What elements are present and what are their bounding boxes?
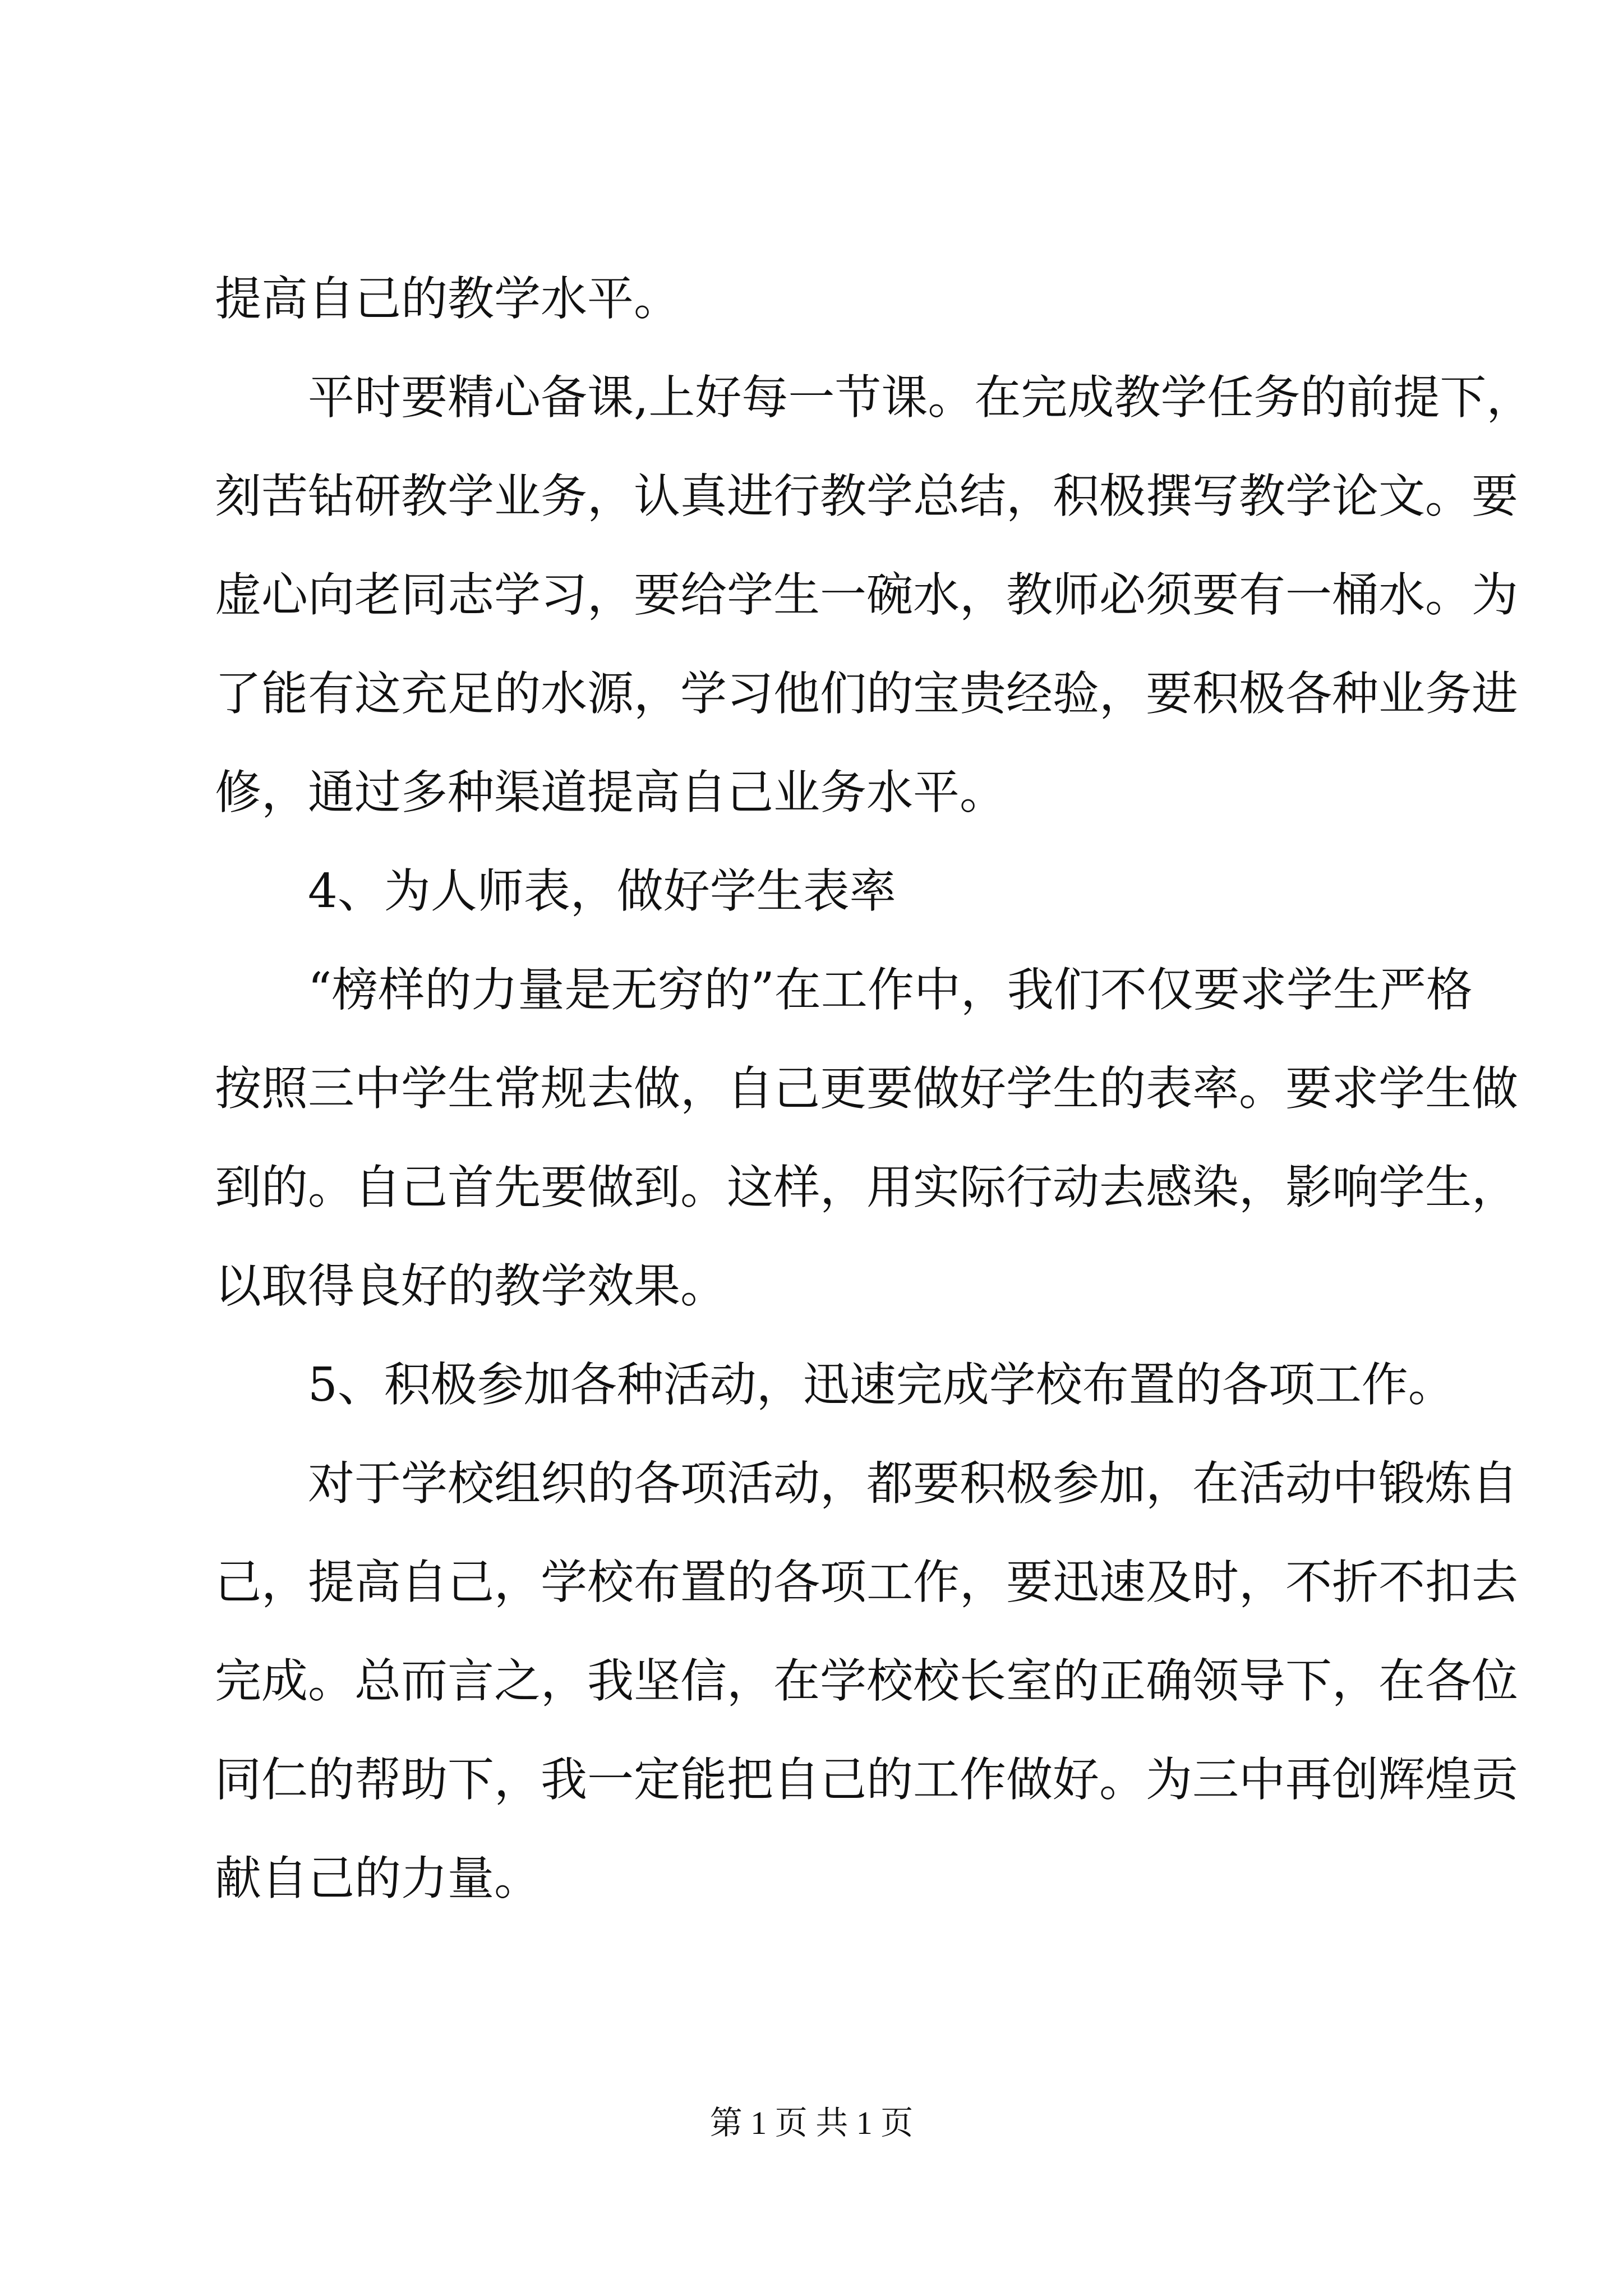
text-line: 对于学校组织的各项活动，都要积极参加，在活动中锻炼自 bbox=[308, 1456, 1518, 1511]
text-line: 虚心向老同志学习，要给学生一碗水，教师必须要有一桶水。为 bbox=[215, 568, 1518, 622]
text-line: 完成。总而言之，我坚信，在学校校长室的正确领导下，在各位 bbox=[215, 1654, 1518, 1708]
text-line: 平时要精心备课,上好每一节课。在完成教学任务的前提下， bbox=[308, 370, 1533, 425]
text-line: 以取得良好的教学效果。 bbox=[215, 1259, 727, 1313]
text-line: “榜样的力量是无穷的”在工作中，我们不仅要求学生严格 bbox=[308, 963, 1473, 1017]
text-line: 献自己的力量。 bbox=[215, 1851, 541, 1906]
text-line: 了能有这充足的水源，学习他们的宝贵经验，要积极各种业务进 bbox=[215, 666, 1518, 721]
page-footer: 第 1 页 共 1 页 bbox=[709, 2105, 914, 2141]
text-line: 按照三中学生常规去做，自己更要做好学生的表率。要求学生做 bbox=[215, 1061, 1518, 1116]
text-line: 提高自己的教学水平。 bbox=[215, 272, 680, 326]
body-text bbox=[215, 250, 1533, 1928]
text-line: 到的。自己首先要做到。这样，用实际行动去感染，影响学生， bbox=[215, 1160, 1518, 1214]
section-heading: 4、为人师表，做好学生表率 bbox=[308, 864, 896, 918]
text-line: 修，通过多种渠道提高自己业务水平。 bbox=[215, 765, 1006, 820]
section-heading: 5、积极参加各种活动，迅速完成学校布置的各项工作。 bbox=[308, 1358, 1455, 1412]
text-line: 己，提高自己，学校布置的各项工作，要迅速及时，不折不扣去 bbox=[215, 1555, 1518, 1609]
text-line: 刻苦钻研教学业务，认真进行教学总结，积极撰写教学论文。要 bbox=[215, 469, 1518, 523]
text-line: 同仁的帮助下，我一定能把自己的工作做好。为三中再创辉煌贡 bbox=[215, 1752, 1518, 1807]
